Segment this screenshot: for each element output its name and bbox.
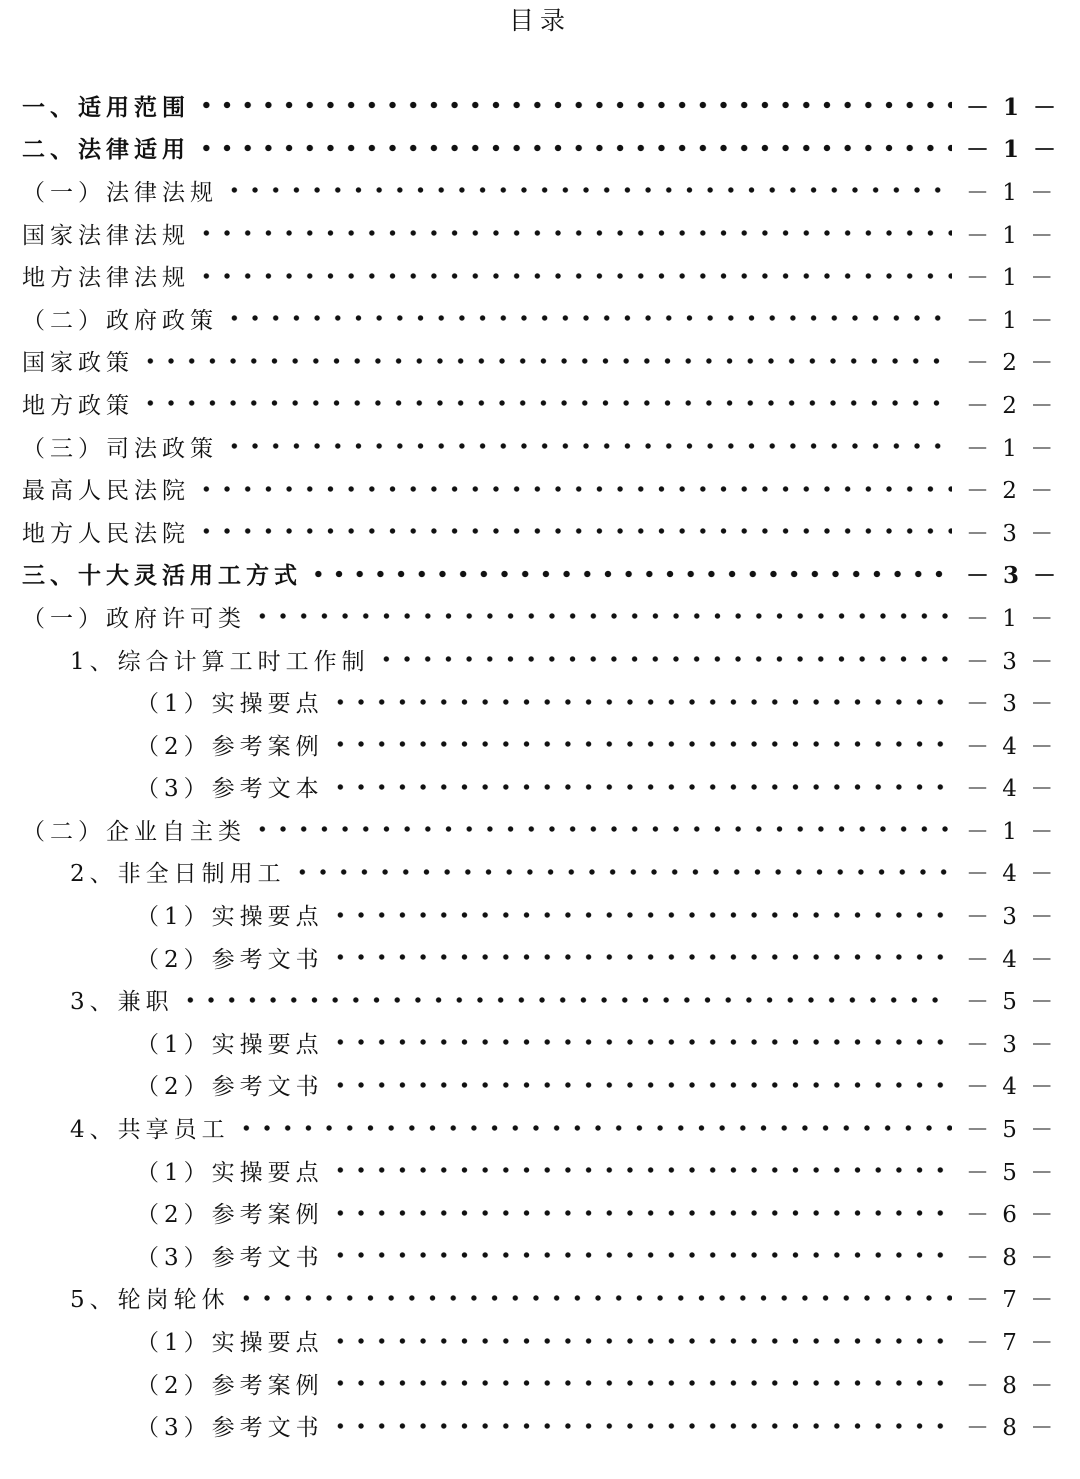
toc-entry-page-number: － 4 － bbox=[966, 946, 1057, 973]
toc-entry-page-number: － 6 － bbox=[966, 1202, 1057, 1229]
toc-entry-page-number: － 1 － bbox=[966, 222, 1057, 249]
toc-entry-label: （二）政府政策 bbox=[22, 307, 218, 334]
toc-dot-leader bbox=[196, 144, 952, 152]
toc-entry-page-number: － 3 － bbox=[966, 520, 1057, 547]
toc-entry-page-number: － 8 － bbox=[966, 1415, 1057, 1442]
toc-dot-leader bbox=[330, 1337, 952, 1345]
toc-entry-page-number: － 8 － bbox=[966, 1372, 1057, 1399]
toc-entry-label: 二、法律适用 bbox=[22, 136, 190, 164]
toc-entry-label: 最高人民法院 bbox=[22, 478, 190, 505]
toc-dot-leader bbox=[330, 1081, 952, 1089]
toc-dot-leader bbox=[330, 1209, 952, 1217]
toc-entry-page-number: － 4 － bbox=[966, 861, 1057, 888]
toc-entry[interactable] bbox=[22, 1021, 1057, 1064]
toc-entry-page-number: － 1 － bbox=[966, 435, 1057, 462]
toc-dot-leader bbox=[196, 527, 952, 535]
toc-entry[interactable] bbox=[22, 510, 1057, 553]
toc-entry-label: （2）参考文书 bbox=[136, 946, 324, 973]
toc-entry[interactable] bbox=[22, 254, 1057, 297]
toc-entry-label: 国家政策 bbox=[22, 350, 134, 377]
toc-entry-label: 2、非全日制用工 bbox=[70, 861, 286, 888]
toc-entry-page-number: － 5 － bbox=[966, 1117, 1057, 1144]
toc-entry-label: （1）实操要点 bbox=[136, 1159, 324, 1186]
toc-entry-page-number: － 3 － bbox=[966, 904, 1057, 931]
toc-dot-leader bbox=[252, 612, 952, 620]
toc-entry-label: 地方人民法院 bbox=[22, 520, 190, 547]
toc-dot-leader bbox=[376, 655, 952, 663]
toc-entry-label: 4、共享员工 bbox=[70, 1117, 230, 1144]
toc-entry[interactable] bbox=[22, 1234, 1057, 1277]
toc-entry[interactable] bbox=[22, 723, 1057, 766]
toc-dot-leader bbox=[196, 272, 952, 280]
toc-entry-page-number: － 3 － bbox=[966, 691, 1057, 718]
toc-entry-label: 国家法律法规 bbox=[22, 222, 190, 249]
toc-entry-page-number: － 2 － bbox=[966, 392, 1057, 419]
toc-dot-leader bbox=[330, 740, 952, 748]
toc-dot-leader bbox=[224, 442, 952, 450]
toc-entry-label: （2）参考案例 bbox=[136, 1202, 324, 1229]
toc-entry[interactable] bbox=[22, 680, 1057, 723]
toc-entry[interactable] bbox=[22, 936, 1057, 979]
toc-entry-label: （1）实操要点 bbox=[136, 691, 324, 718]
toc-entry-label: （2）参考文书 bbox=[136, 1074, 324, 1101]
toc-dot-leader bbox=[308, 570, 952, 578]
toc-dot-leader bbox=[196, 101, 952, 109]
toc-entry[interactable] bbox=[22, 297, 1057, 340]
toc-dot-leader bbox=[140, 399, 952, 407]
toc-entry[interactable] bbox=[22, 978, 1057, 1021]
toc-dot-leader bbox=[292, 868, 952, 876]
toc-entry-label: 1、综合计算工时工作制 bbox=[70, 648, 370, 675]
toc-entry-label: 地方政策 bbox=[22, 392, 134, 419]
toc-entry-label: （三）司法政策 bbox=[22, 435, 218, 462]
toc-entry-page-number: － 3 － bbox=[966, 648, 1057, 675]
toc-entry[interactable] bbox=[22, 893, 1057, 936]
toc-entry-label: （3）参考文书 bbox=[136, 1415, 324, 1442]
toc-dot-leader bbox=[330, 1166, 952, 1174]
toc-entry[interactable] bbox=[22, 84, 1060, 127]
toc-entry[interactable] bbox=[22, 766, 1057, 809]
toc-entry[interactable] bbox=[22, 1064, 1057, 1107]
toc-entry-label: 3、兼职 bbox=[70, 989, 174, 1016]
document-title: 目录 bbox=[508, 6, 571, 35]
toc-entry-label: （二）企业自主类 bbox=[22, 818, 246, 845]
toc-entry[interactable] bbox=[22, 1106, 1057, 1149]
toc-entry-label: （2）参考案例 bbox=[136, 1372, 324, 1399]
toc-entry-label: （3）参考文书 bbox=[136, 1244, 324, 1271]
toc-dot-leader bbox=[330, 1422, 952, 1430]
toc-entry[interactable] bbox=[22, 1149, 1057, 1192]
toc-entry-page-number: － 1 － bbox=[966, 307, 1057, 334]
toc-dot-leader bbox=[196, 229, 952, 237]
toc-entry[interactable] bbox=[22, 851, 1057, 894]
toc-entry-page-number: － 3 － bbox=[966, 562, 1060, 590]
toc-entry-page-number: － 5 － bbox=[966, 1159, 1057, 1186]
toc-entry-label: 5、轮岗轮休 bbox=[70, 1287, 230, 1314]
toc-entry-label: （1）实操要点 bbox=[136, 1330, 324, 1357]
toc-dot-leader bbox=[224, 186, 952, 194]
toc-entry[interactable] bbox=[22, 595, 1057, 638]
toc-entry-label: 三、十大灵活用工方式 bbox=[22, 562, 302, 590]
toc-entry-page-number: － 4 － bbox=[966, 776, 1057, 803]
toc-entry-page-number: － 7 － bbox=[966, 1287, 1057, 1314]
toc-entry-page-number: － 7 － bbox=[966, 1330, 1057, 1357]
toc-entry[interactable] bbox=[22, 169, 1057, 212]
toc-entry-page-number: － 8 － bbox=[966, 1244, 1057, 1271]
toc-dot-leader bbox=[236, 1294, 952, 1302]
toc-entry[interactable] bbox=[22, 127, 1060, 170]
toc-entry[interactable] bbox=[22, 467, 1057, 510]
toc-dot-leader bbox=[252, 825, 952, 833]
toc-entry[interactable] bbox=[22, 1319, 1057, 1362]
toc-entry-page-number: － 4 － bbox=[966, 733, 1057, 760]
toc-dot-leader bbox=[330, 1038, 952, 1046]
toc-dot-leader bbox=[330, 698, 952, 706]
toc-entry[interactable] bbox=[22, 212, 1057, 255]
toc-entry-page-number: － 1 － bbox=[966, 605, 1057, 632]
toc-entry[interactable] bbox=[22, 1191, 1057, 1234]
toc-entry-page-number: － 4 － bbox=[966, 1074, 1057, 1101]
toc-entry-label: （一）政府许可类 bbox=[22, 605, 246, 632]
toc-entry-page-number: － 1 － bbox=[966, 818, 1057, 845]
toc-dot-leader bbox=[330, 1251, 952, 1259]
toc-entry-page-number: － 1 － bbox=[966, 93, 1060, 121]
toc-entry[interactable] bbox=[22, 1362, 1057, 1405]
toc-entry[interactable] bbox=[22, 808, 1057, 851]
toc-entry-page-number: － 1 － bbox=[966, 179, 1057, 206]
toc-dot-leader bbox=[140, 357, 952, 365]
toc-entry[interactable] bbox=[22, 425, 1057, 468]
toc-entry[interactable] bbox=[22, 382, 1057, 425]
toc-entry[interactable] bbox=[22, 638, 1057, 681]
toc-dot-leader bbox=[330, 1379, 952, 1387]
toc-dot-leader bbox=[180, 996, 952, 1004]
toc-entry-label: （一）法律法规 bbox=[22, 179, 218, 206]
toc-dot-leader bbox=[224, 314, 952, 322]
toc-entry-page-number: － 2 － bbox=[966, 478, 1057, 505]
toc-entry[interactable] bbox=[22, 340, 1057, 383]
table-of-contents bbox=[22, 84, 1060, 1447]
toc-entry-label: （1）实操要点 bbox=[136, 1031, 324, 1058]
toc-entry-page-number: － 1 － bbox=[966, 265, 1057, 292]
toc-entry-label: 地方法律法规 bbox=[22, 265, 190, 292]
toc-entry-page-number: － 2 － bbox=[966, 350, 1057, 377]
toc-entry-label: （2）参考案例 bbox=[136, 733, 324, 760]
toc-dot-leader bbox=[330, 911, 952, 919]
toc-entry-page-number: － 5 － bbox=[966, 989, 1057, 1016]
toc-entry-page-number: － 3 － bbox=[966, 1031, 1057, 1058]
toc-entry-page-number: － 1 － bbox=[966, 136, 1060, 164]
toc-entry[interactable] bbox=[22, 1277, 1057, 1320]
toc-entry-label: 一、适用范围 bbox=[22, 93, 190, 121]
toc-entry-label: （3）参考文本 bbox=[136, 776, 324, 803]
toc-dot-leader bbox=[330, 953, 952, 961]
toc-entry[interactable] bbox=[22, 553, 1060, 596]
toc-entry-label: （1）实操要点 bbox=[136, 904, 324, 931]
toc-dot-leader bbox=[236, 1124, 952, 1132]
toc-dot-leader bbox=[330, 783, 952, 791]
toc-dot-leader bbox=[196, 485, 952, 493]
toc-entry[interactable] bbox=[22, 1404, 1057, 1447]
